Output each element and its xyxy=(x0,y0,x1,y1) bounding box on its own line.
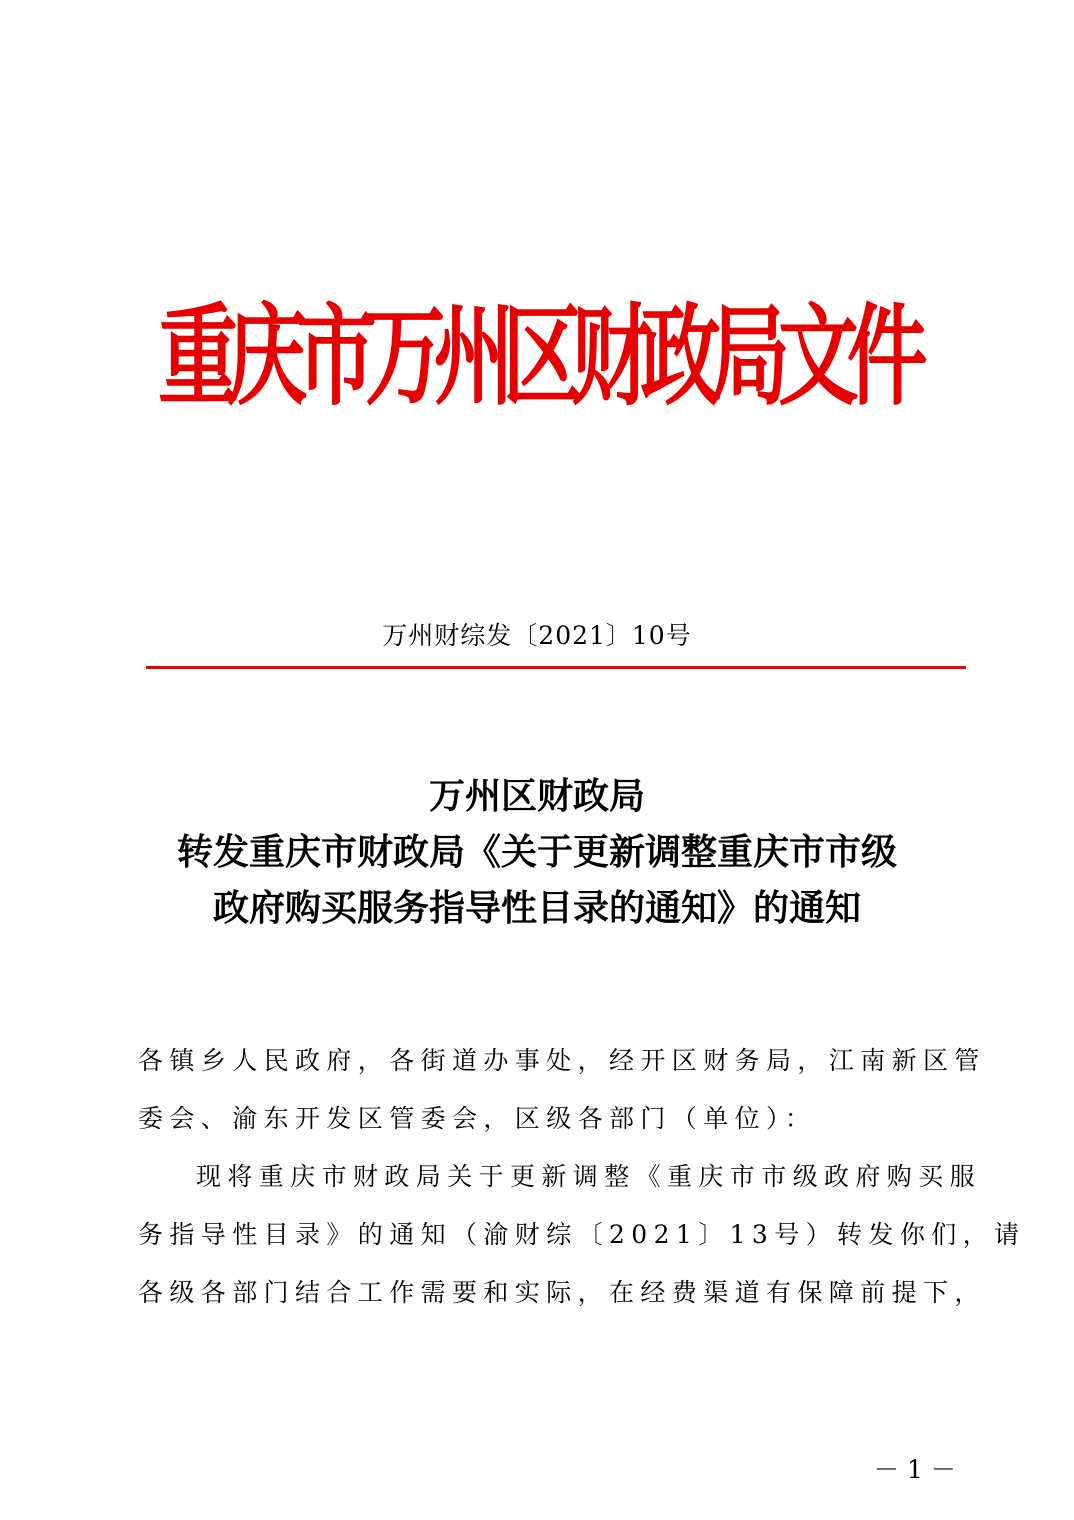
document-header-title: 重庆市万州区财政局文件 xyxy=(158,292,916,421)
addressee-line-1: 各镇乡人民政府，各街道办事处，经开区财务局，江南新区管 xyxy=(138,1046,986,1075)
paragraph-line-1: 现将重庆市财政局关于更新调整《重庆市市级政府购买服 xyxy=(196,1162,982,1191)
addressee-line-2: 委会、渝东开发区管委会，区级各部门（单位）： xyxy=(138,1104,817,1133)
title-line-2: 转发重庆市财政局《关于更新调整重庆市市级 xyxy=(176,831,897,873)
document-title xyxy=(0,768,1074,936)
document-number: 万州财综发〔2021〕10号 xyxy=(382,621,692,650)
paragraph-line-2: 务指导性目录》的通知（渝财综〔2021〕13号）转发你们，请 xyxy=(138,1220,1026,1249)
page-number: － 1 － xyxy=(874,1455,956,1484)
title-line-1: 万州区财政局 xyxy=(428,775,645,817)
red-divider-line xyxy=(146,666,966,669)
document-body xyxy=(138,1032,1026,1322)
paragraph-line-3: 各级各部门结合工作需要和实际，在经费渠道有保障前提下， xyxy=(138,1278,986,1307)
title-line-3: 政府购买服务指导性目录的通知》的通知 xyxy=(212,887,861,929)
